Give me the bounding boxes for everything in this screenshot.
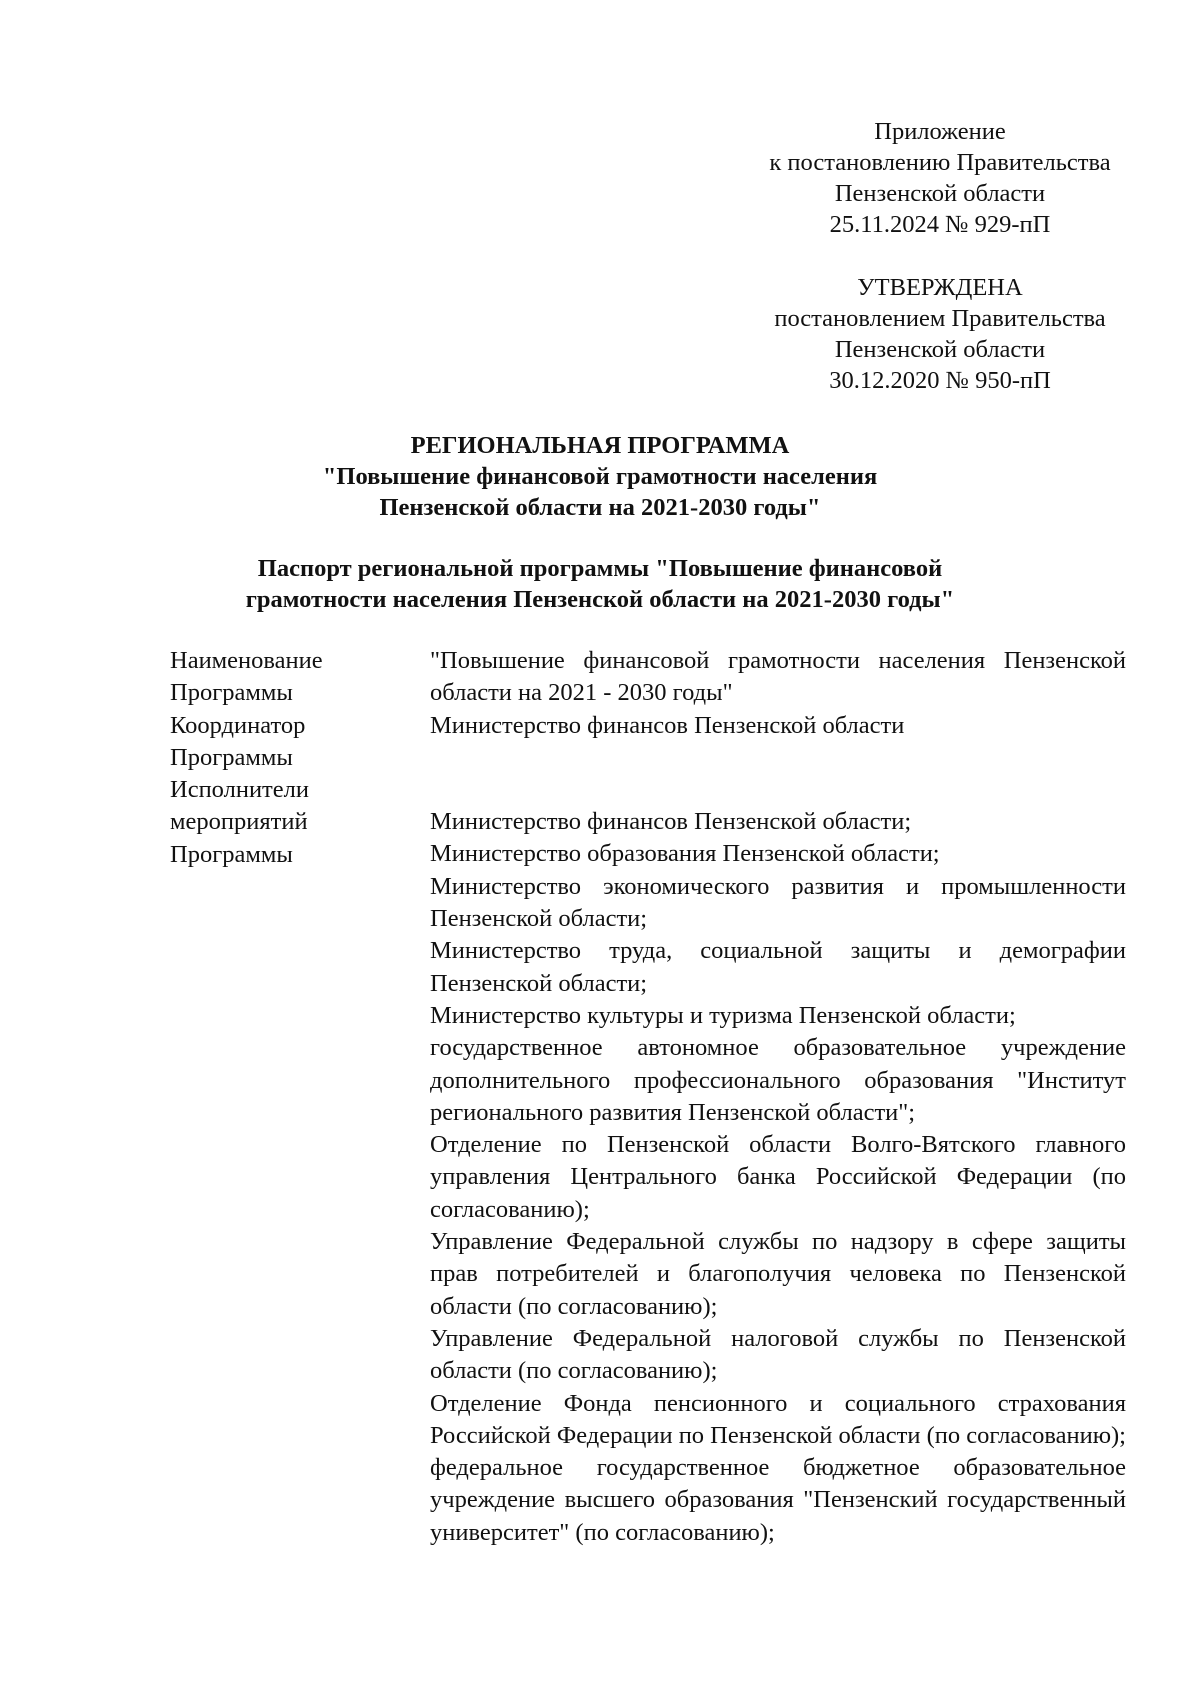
passport-row-coordinator [170,710,1126,775]
list-item: федеральное государственное бюджетное образовательное учреждение высшего образования "Пензенский государственный университет" (по согласованию); [430,1454,1126,1546]
list-item: Отделение Фонда пенсионного и социального страхования Российской Федерации по Пензенской области (по согласованию); [430,1389,1126,1449]
appendix-date-number: 25.11.2024 № 929-пП [829,211,1051,238]
appendix-block [720,116,1160,240]
row-label-line: Исполнители [170,776,309,804]
row-label-line: Программы [170,743,293,771]
list-item: Управление Федеральной налоговой службы по Пензенской области (по согласованию); [430,1324,1126,1385]
row-label [170,774,430,871]
program-title-line: "Повышение финансовой грамотности населения [322,463,878,490]
row-label-line: мероприятий [170,808,308,836]
row-label-line: Координатор [170,711,306,739]
approval-line: Пензенской области [834,336,1046,363]
passport-title [160,553,1040,615]
passport-title-line: Паспорт региональной программы "Повышение финансовой [257,555,943,582]
list-item: Министерство экономического развития и промышленности Пензенской области; [430,872,1126,933]
approval-line: постановлением Правительства [774,305,1106,332]
passport-title-line: грамотности населения Пензенской области на 2021-2030 годы" [245,586,955,613]
program-title-line: РЕГИОНАЛЬНАЯ ПРОГРАММА [410,432,790,459]
list-item: Министерство культуры и туризма Пензенской области; [430,1001,1016,1029]
list-item: Управление Федеральной службы по надзору в сфере защиты прав потребителей и благополучия человека по Пензенской области (по согласованию); [430,1228,1126,1320]
appendix-line: к постановлению Правительства [769,149,1111,176]
appendix-line: Приложение [874,118,1006,145]
row-label-line: Программы [170,840,293,868]
list-item: государственное автономное образовательное учреждение дополнительного профессионального образования "Институт регионального развития Пензенской области"; [430,1034,1126,1126]
approval-block [720,272,1160,396]
executors-list [430,774,1126,1549]
list-item: Министерство финансов Пензенской области; [430,808,912,836]
list-item: Министерство труда, социальной защиты и демографии Пензенской области; [430,937,1126,997]
appendix-line: Пензенской области [834,180,1046,207]
row-value: "Повышение финансовой грамотности населения Пензенской области на 2021 - 2030 годы" [430,647,1126,707]
approval-line: УТВЕРЖДЕНА [857,274,1023,301]
list-item: Министерство образования Пензенской области; [430,840,940,868]
program-title [160,430,1040,523]
list-item: Отделение по Пензенской области Волго-Вятского главного управления Центрального банка Российской Федерации (по согласованию); [430,1131,1126,1223]
passport-row-name [170,645,1126,710]
row-label [170,645,430,710]
row-value: Министерство финансов Пензенской области [430,711,905,739]
row-label-line: Наименование [170,647,323,674]
passport-table [170,645,1126,1549]
program-title-line: Пензенской области на 2021-2030 годы" [379,494,821,521]
passport-row-executors [170,774,1126,1549]
approval-date-number: 30.12.2020 № 950-пП [829,367,1051,394]
row-label [170,710,430,775]
row-label-line: Программы [170,679,293,707]
